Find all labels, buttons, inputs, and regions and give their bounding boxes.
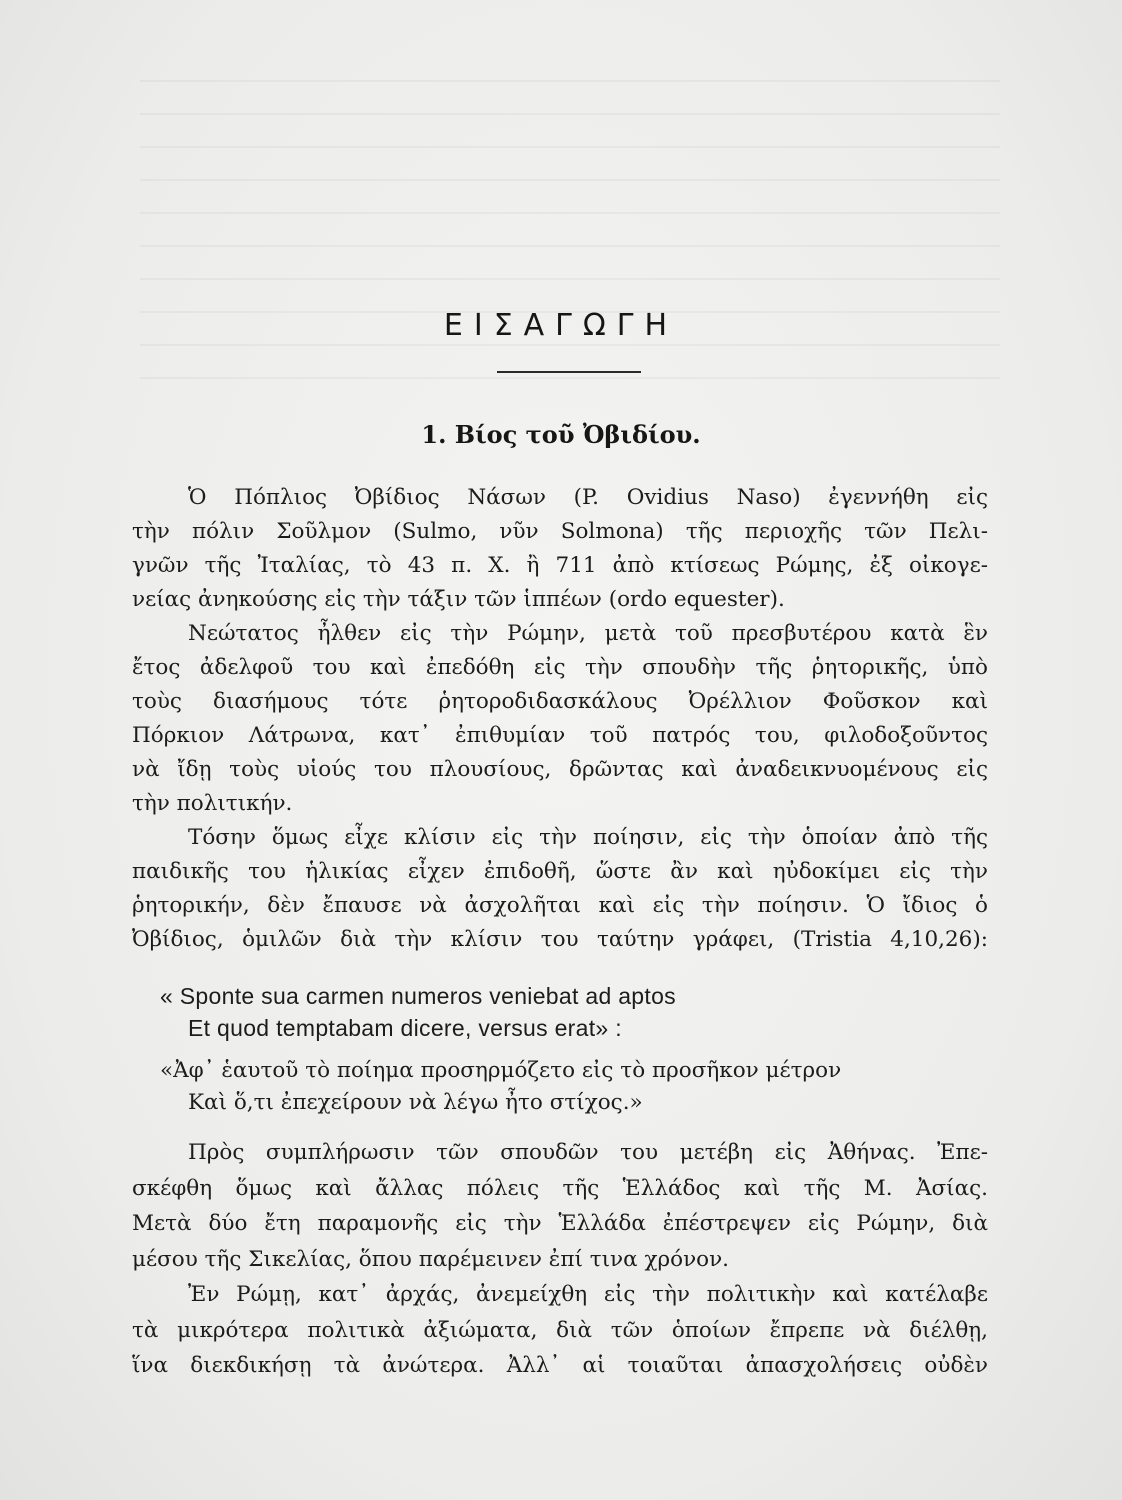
body-text-top <box>132 481 988 957</box>
heading-rule <box>497 371 641 373</box>
quote-line: «Ἀφ᾽ ἑαυτοῦ τὸ ποίημα προσηρμόζετο εἰς τὸ προσῆκον μέτρον <box>160 1058 842 1083</box>
text-line: ἔτος ἀδελφοῦ του καὶ ἐπεδόθη εἰς τὴν σπουδὴν τῆς ῥητορικῆς, ὑπὸ <box>132 655 988 680</box>
text-line: Ἐν Ρώμῃ, κατ᾽ ἀρχάς, ἀνεμείχθη εἰς τὴν πολιτικὴν καὶ κατέλαβε <box>188 1282 988 1307</box>
text-line: Ὁ Πόπλιος Ὀβίδιος Νάσων (P. Ovidius Naso) ἐγεννήθη εἰς <box>188 485 988 510</box>
text-line: Ὀβίδιος, ὁμιλῶν διὰ τὴν κλίσιν του ταύτην γράφει, (Tristia 4,10,26): <box>132 927 988 952</box>
text-line: Πόρκιον Λάτρωνα, κατ᾽ ἐπιθυμίαν τοῦ πατρός του, φιλοδοξοῦντος <box>132 723 988 748</box>
text-line: μέσου τῆς Σικελίας, ὅπου παρέμεινεν ἐπί τινα χρόνον. <box>132 1246 729 1272</box>
section-title: 1. Βίος τοῦ Ὀβιδίου. <box>421 420 701 449</box>
paragraph-5 <box>132 1277 988 1384</box>
text-line: Νεώτατος ἦλθεν εἰς τὴν Ρώμην, μετὰ τοῦ πρεσβυτέρου κατὰ ἓν <box>188 621 988 646</box>
greek-quote <box>160 1055 980 1119</box>
text-line: τὴν πόλιν Σοῦλμον (Sulmo, νῦν Solmona) τῆς περιοχῆς τῶν Πελι- <box>132 519 988 544</box>
paragraph-4 <box>132 1135 988 1277</box>
text-line: νείας ἀνηκούσης εἰς τὴν τάξιν τῶν ἱππέων (ordo equester). <box>132 587 785 612</box>
text-line: παιδικῆς του ἡλικίας εἶχεν ἐπιδοθῆ, ὥστε ἂν καὶ ηὐδοκίμει εἰς τὴν <box>132 859 988 884</box>
text-line: Τόσην ὅμως εἶχε κλίσιν εἰς τὴν ποίησιν, εἰς τὴν ὁποίαν ἀπὸ τῆς <box>188 825 988 850</box>
body-text-bottom <box>132 1135 988 1384</box>
paragraph-2 <box>132 617 988 821</box>
text-line: γνῶν τῆς Ἰταλίας, τὸ 43 π. Χ. ἢ 711 ἀπὸ κτίσεως Ρώμης, ἐξ οἰκογε- <box>132 553 988 578</box>
text-line: ἵνα διεκδικήσῃ τὰ ἀνώτερα. Ἀλλ᾽ αἱ τοιαῦται ἀπασχολήσεις οὐδὲν <box>132 1353 988 1378</box>
quote-line: « Sponte sua carmen numeros veniebat ad aptos <box>160 983 676 1009</box>
text-line: Μετὰ δύο ἔτη παραμονῆς εἰς τὴν Ἑλλάδα ἐπέστρεψεν εἰς Ρώμην, διὰ <box>132 1211 988 1236</box>
chapter-heading: ΕΙΣΑΓΩΓΗ <box>443 308 679 343</box>
text-line: ῥητορικήν, δὲν ἔπαυσε νὰ ἀσχολῆται καὶ εἰς τὴν ποίησιν. Ὁ ἴδιος ὁ <box>132 893 988 918</box>
text-line: νὰ ἴδῃ τοὺς υἱούς του πλουσίους, δρῶντας καὶ ἀναδεικνυομένους εἰς <box>132 757 988 782</box>
text-line: τὴν πολιτικήν. <box>132 791 293 816</box>
quote-line: Et quod temptabam dicere, versus erat» : <box>188 1015 622 1041</box>
paragraph-3 <box>132 821 988 957</box>
paragraph-1 <box>132 481 988 617</box>
latin-quote <box>160 980 980 1044</box>
text-line: σκέφθη ὅμως καὶ ἄλλας πόλεις τῆς Ἑλλάδος καὶ τῆς Μ. Ἀσίας. <box>132 1175 988 1201</box>
text-line: τὰ μικρότερα πολιτικὰ ἀξιώματα, διὰ τῶν ὁποίων ἔπρεπε νὰ διέλθῃ, <box>132 1317 988 1343</box>
text-line: τοὺς διασήμους τότε ῥητοροδιδασκάλους Ὀρέλλιον Φοῦσκον καὶ <box>132 689 988 714</box>
quote-line: Καὶ ὅ,τι ἐπεχείρουν νὰ λέγω ἦτο στίχος.» <box>188 1090 643 1115</box>
text-line: Πρὸς συμπλήρωσιν τῶν σπουδῶν του μετέβη εἰς Ἀθήνας. Ἐπε- <box>188 1140 988 1165</box>
